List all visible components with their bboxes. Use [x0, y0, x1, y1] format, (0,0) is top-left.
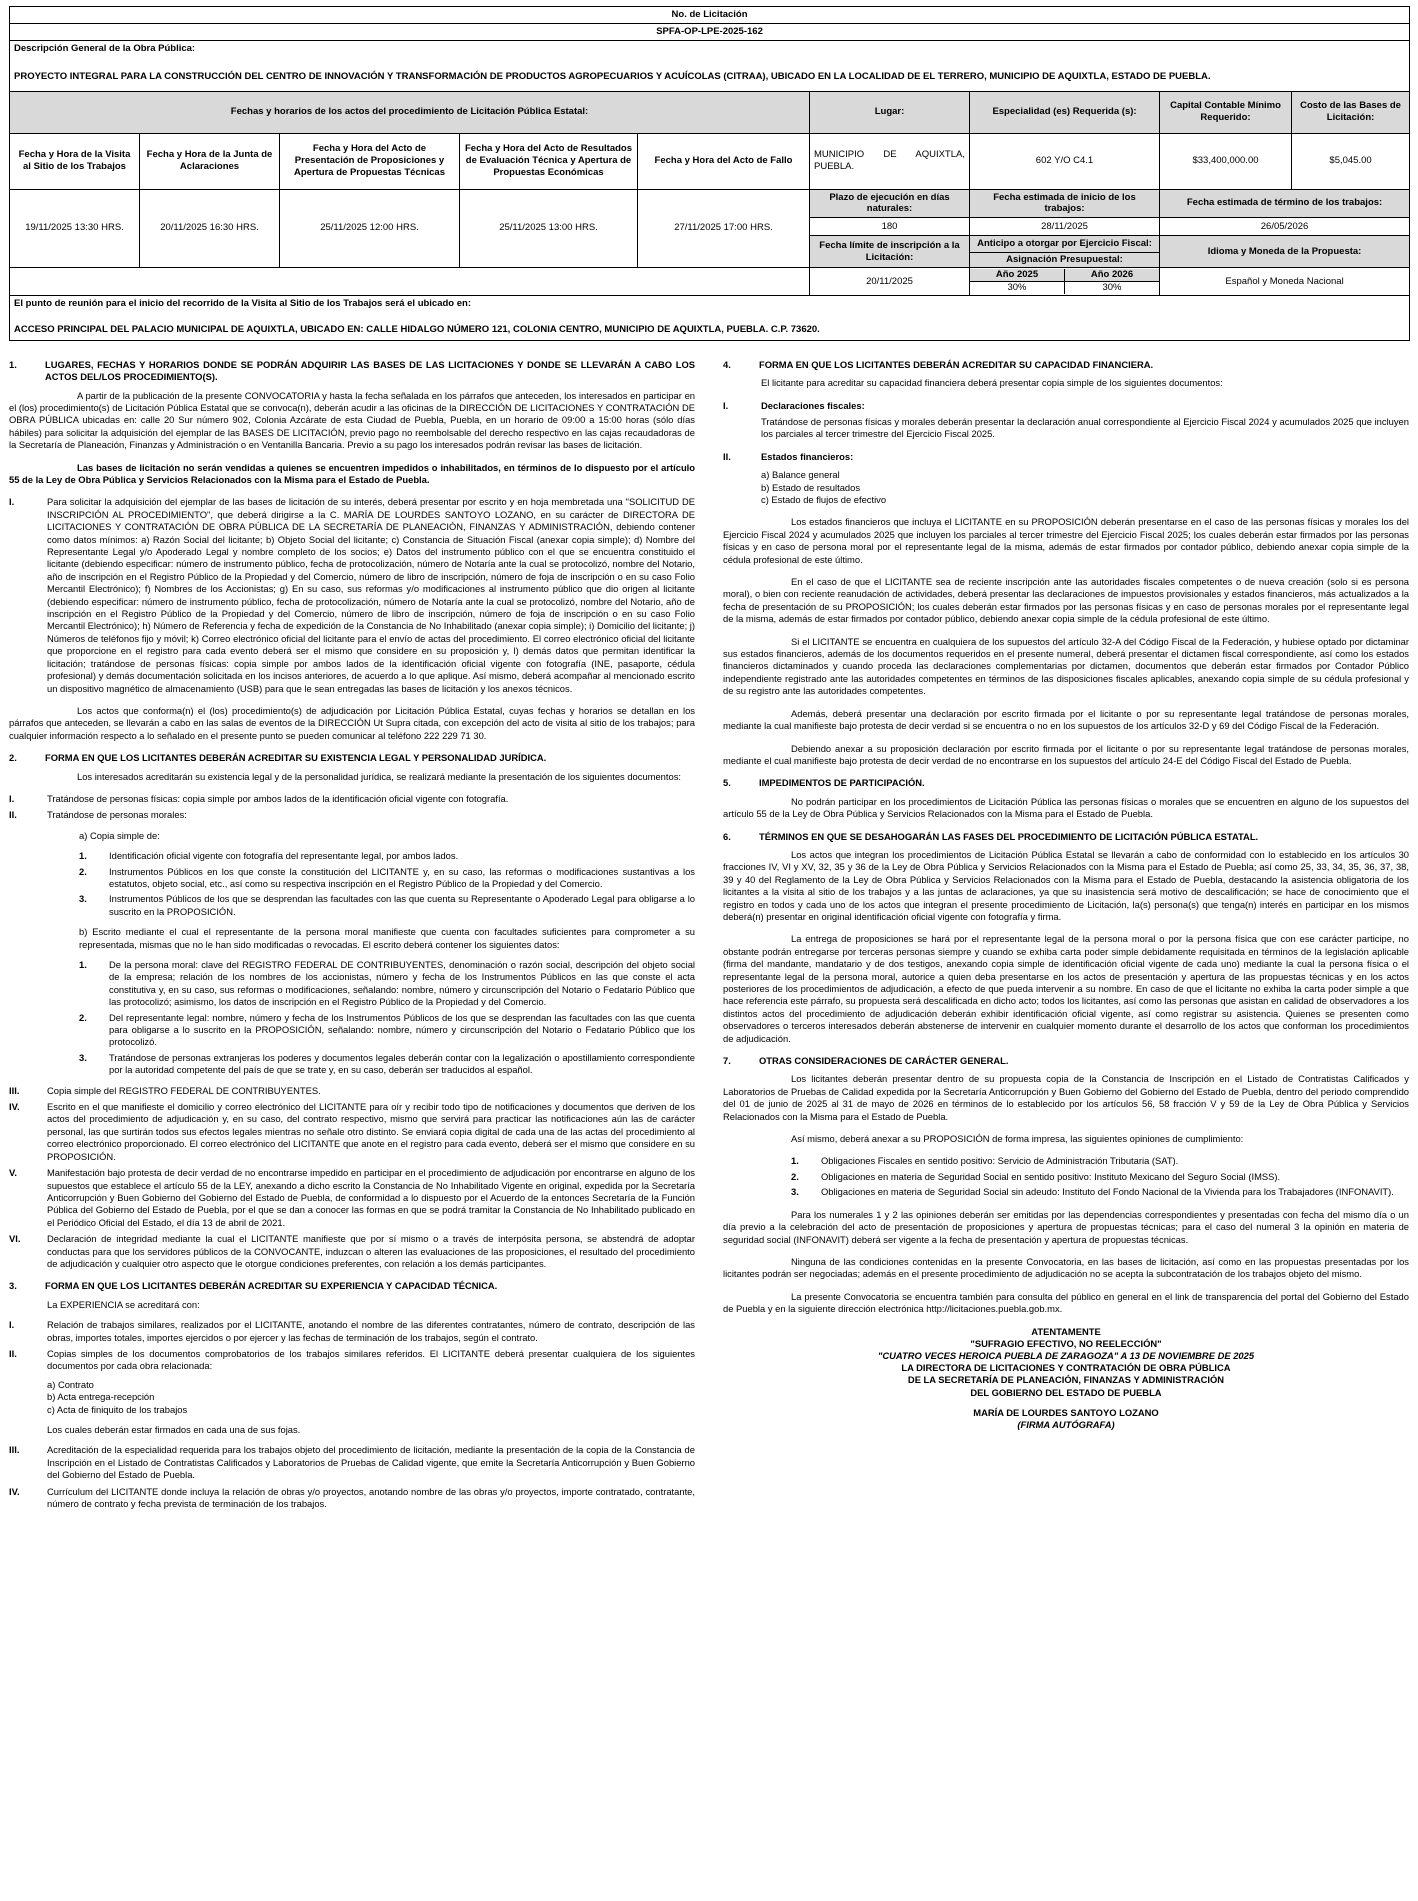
licitacion-table — [9, 6, 1410, 341]
idioma-label: Idioma y Moneda de la Propuesta: — [1160, 236, 1410, 268]
section-5-heading: 5. IMPEDIMENTOS DE PARTICIPACIÓN. — [723, 777, 925, 789]
termino: 26/05/2026 — [1160, 218, 1410, 236]
s4-item-ii: II. Estados financieros: — [723, 450, 854, 462]
s4-c: c) Estado de flujos de efectivo — [761, 494, 887, 505]
reunion-label: El punto de reunión para el inicio del recorrido de la Visita al Sitio de los Trabajos será el ubicado en: — [14, 298, 471, 309]
s2-item-v: V. Manifestación bajo protesta de decir verdad de no encontrarse impedido en participar en el procedimiento de adjudicación por encontrarse en alguno de los supuestos que establece el artículo 55 de la LEY, anexando a dicho escrito la Constancia de No Inhabilitado Vigente en original, expedida por la Secretaría Anticorrupción y Buen Gobierno del Gobierno del Estado de Puebla, de conformidad a lo dispuesto por el Acuerdo de la entonces Secretaría de la Función Pública del Gobierno del Estado de Puebla, por el que se dan a conocer las formas en que se podrá tramitar la Constancia de No Inhabilitado publicado en el Periódico Oficial del Estado, el día 13 de abril de 2021. — [9, 1167, 695, 1228]
s3-item-iv: IV. Currículum del LICITANTE donde incluya la relación de obras y/o proyectos, anotando nombre de las obras y/o proyectos, importe contratado, contratante, número de contrato y fecha prevista de terminación de los trabajos. — [9, 1485, 695, 1510]
costo-label: Costo de las Bases de Licitación: — [1292, 91, 1410, 133]
s3-a: a) Contrato — [47, 1378, 94, 1390]
left-column — [9, 351, 695, 1515]
lugar-label: Lugar: — [810, 91, 970, 133]
s3-c: c) Acta de finiquito de los trabajos — [47, 1403, 188, 1415]
anticipo-label: Anticipo a otorgar por Ejercicio Fiscal: — [970, 236, 1159, 252]
right-column — [723, 351, 1409, 1515]
descripcion: PROYECTO INTEGRAL PARA LA CONSTRUCCIÓN DEL CENTRO DE INNOVACIÓN Y TRANSFORMACIÓN DE PRODUCTOS AGROPECUARIOS Y ACUÍCOLAS (CITRAA), UBICADO EN LA LOCALIDAD DE EL TERRERO, MUNICIPIO DE AQUIXTLA, ESTADO DE PUEBLA. — [14, 70, 1211, 82]
sign-secretaria: DE LA SECRETARÍA DE PLANEACIÓN, FINANZAS Y ADMINISTRACIÓN — [907, 1374, 1225, 1386]
s2-p1: Los interesados acreditarán su existencia legal y de la personalidad jurídica, se realizará mediante la presentación de los siguientes documentos: — [77, 770, 682, 782]
s5-p1: No podrán participar en los procedimientos de Licitación Pública las personas físicas o morales que se encuentren en alguno de los supuestos del artículo 55 de la Ley de Obra Pública y Servicios Relacionados con la Misma para el Estado de Puebla. — [723, 795, 1409, 820]
s7-p3: Para los numerales 1 y 2 las opiniones deberán ser emitidas por las dependencias correspondientes y presentadas con fecha del mismo día o un día previo a la celebración del acto de presentación de proposiciones y apertura de propuestas técnicas; para el caso del numeral 3 la opinión en materia de seguridad social (INFONAVIT) deberá ser vigente a la fecha de presentación y apertura de propuestas técnicas. — [723, 1208, 1409, 1245]
sign-cargo: LA DIRECTORA DE LICITACIONES Y CONTRATACIÓN DE OBRA PÚBLICA — [901, 1362, 1231, 1374]
capital: $33,400,000.00 — [1160, 133, 1292, 189]
s1-p1: A partir de la publicación de la presente CONVOCATORIA y hasta la fecha señalada en los párrafos que anteceden, los interesados en participar en el (los) procedimiento(s) de Licitación Pública Estatal que se convoca(n), deberán acudir a las oficinas de la DIRECCIÓN DE LICITACIONES Y CONTRATACIÓN DE OBRA PÚBLICA ubicadas en: calle 20 Sur número 902, Colonia Azcárate de esta Ciudad de Puebla, Puebla, en un horario de 09:00 a 15:00 horas (sólo días hábiles) para solicitar la adquisición del ejemplar de las BASES DE LICITACIÓN, previo pago no reembolsable del derecho respectivo en las cajas recaudadoras de la Secretaría de Planeación, Finanzas y Administración o en Ventanilla Bancaria. Previo a su pago los interesados podrán revisar las bases de licitación. — [9, 389, 695, 451]
s2-a2: 2. Instrumentos Públicos en los que conste la constitución del LICITANTE y, en su caso, las reformas o modificaciones sustantivas a los estatutos, objeto social, etc., así como su respectiva inscripción en el Registro Público de la Propiedad y del Comercio. — [79, 865, 695, 889]
s4-i-p: Tratándose de personas físicas y morales deberán presentar la declaración anual correspondiente al Ejercicio Fiscal 2024 y acumulados 2025 que incluyen los parciales al tercer trimestre del Ejercicio Fiscal 2025. — [761, 415, 1409, 440]
s7-p4: Ninguna de las condiciones contenidas en la presente Convocatoria, en las bases de licitación, así como en las propuestas presentadas por los licitantes podrán ser negociadas; además en el presente procedimiento de adjudicación no se acepta la subcontratación de los trabajos objeto del mismo. — [723, 1255, 1409, 1280]
s2-a: a) Copia simple de: — [79, 829, 160, 841]
s2-a1: 1. Identificación oficial vigente con fotografía del representante legal, por ambos lados. — [79, 850, 459, 862]
col-junta: Fecha y Hora de la Junta de Aclaraciones — [140, 133, 280, 189]
s4-p1: El licitante para acreditar su capacidad financiera deberá presentar copia simple de los siguientes documentos: — [761, 377, 1223, 389]
s4-p4: Si el LICITANTE se encuentra en cualquiera de los supuestos del artículo 32-A del Código Fiscal de la Federación, y hubiese optado por dictaminar sus estados financieros, además de los documentos requeridos en el presente numeral, deberá presentar el dictamen fiscal correspondiente, así como los estados financieros dictaminados y cuando proceda las declaraciones complementarias por dictamen, documentos que deberán estar firmados por Contador Público independiente registrado ante las autoridades competentes en términos de las disposiciones fiscales aplicables, anexando copia simple de su cédula profesional y de su registro ante las autoridades competentes. — [723, 635, 1409, 697]
limite-label: Fecha límite de inscripción a la Licitación: — [810, 236, 970, 268]
asignacion-label: Asignación Presupuestal: — [970, 252, 1159, 267]
col-visita: Fecha y Hora de la Visita al Sitio de los Trabajos — [10, 133, 140, 189]
junta: 20/11/2025 16:30 HRS. — [140, 189, 280, 268]
s1-item-i: I. Para solicitar la adquisición del ejemplar de las bases de licitación de su interés, deberá presentar por escrito y en hoja membretada una "SOLICITUD DE INSCRIPCIÓN AL PROCEDIMIENTO", que deberá dirigirse a la C. MARÍA DE LOURDES SANTOYO LOZANO, en su carácter de DIRECTORA DE LICITACIONES Y CONTRATACIÓN DE OBRA PÚBLICA DE LA SECRETARÍA DE PLANEACIÓN, FINANZAS Y ADMINISTRACIÓN, debiendo contener como datos mínimos: a) Razón Social del licitante; b) Objeto Social del licitante; c) Constancia de Situación Fiscal (anexar copia simple); d) Nombre del Representante Legal y/o Apoderado Legal y nombre completo de los socios; e) Datos del instrumento público con el que se encuentra constituido el licitante (debiendo especificar: número de instrumento público, fecha de protocolización, número de Notaría ante la cual se protocolizó, nombre del Notario, año de inscripción en el Registro Público de la Propiedad y del Comercio, número de libro de inscripción, número de foja de inscripción o en su caso Folio Mercantil Electrónico); f) Nombres de los Accionistas; g) En su caso, sus reformas y/o modificaciones al instrumento público que dio origen al licitante (debiendo especificar: número de instrumento público, fecha de protocolización, número de Notaría ante la cual se protocolizó, nombre del Notario, año de inscripción en el Registro Público de la Propiedad y del Comercio, número de libro de inscripción, número de foja de inscripción o en su caso Folio Mercantil Electrónico); h) Número de Referencia y fecha de expedición de la Constancia de No Inhabilitado (anexar copia simple); i) Domicilio del licitante; j) Números de teléfonos fijo y móvil; k) Correo electrónico oficial del licitante para el envío de actas del procedimiento. El correo electrónico oficial del licitante que proporcione en el registro para cada evento deberá ser el mismo que considere en su proposición y, l) demás datos que permitan identificar la licitación; tratándose de personas físicas: copia simple por ambos lados de la identificación oficial vigente con fotografía (INE, pasaporte, cédula profesional) y demás documentación solicitada en los incisos anteriores, de acuerdo a lo que aplique. Así mismo, deberá acompañar al mencionado escrito un dispositivo magnético de almacenamiento (USB) para que le sean entregadas las bases de licitación y los anexos técnicos. — [9, 496, 695, 694]
anio-2025: Año 2025 — [970, 269, 1065, 281]
s7-item-1: 1. Obligaciones Fiscales en sentido positivo: Servicio de Administración Tributaria (SAT). — [791, 1155, 1179, 1167]
s6-p2: La entrega de proposiciones se hará por el representante legal de la persona moral o por la persona física que con ese carácter participe, no obstante podrán entregarse por terceras personas siempre y cuando se exhiba carta poder simple debidamente requisitada en términos de la legislación aplicable (firma del mandante, mandatario y de dos testigos, anexando copia simple de identificación oficial vigente de cada uno) mediante la cual la persona física o el representante legal de la persona moral, autorice a quien deba presentarse en los actos de presentación y apertura de las propuestas técnicas y en los actos posteriores de los procedimientos de adjudicación, a efecto de que pueda intervenir a su nombre. En caso de que el licitante no exhiba la carta poder simple a que hace referencia este párrafo, su propuesta será descalificada en dicho acto; todos los licitantes, así como las personas que asistan en calidad de observadores a los distintos actos del procedimiento de adjudicación deberán exhibir identificación oficial vigente, así como registrar su asistencia. Quienes se presenten como observadores o terceros interesados deberán abstenerse de intervenir en cualquier momento durante el desarrollo de los actos que conforman los procedimientos de adjudicación. — [723, 933, 1409, 1044]
s2-b3: 3. Tratándose de personas extranjeras los poderes y documentos legales deberán contar con la legalización o apostillamiento correspondiente por la autoridad competente del país de que se trate y, en su caso, deberán ser traducidos al español. — [79, 1051, 695, 1076]
s2-b: b) Escrito mediante el cual el representante de la persona moral manifieste que cuenta con facultades suficientes para comprometer a su representada, mismas que no le han sido modificadas o revocadas. El escrito deberá contener los siguientes datos: — [79, 926, 695, 950]
s3-p1: La EXPERIENCIA se acreditará con: — [47, 1298, 200, 1310]
especialidad-label: Especialidad (es) Requerida (s): — [970, 91, 1160, 133]
descripcion-label: Descripción General de la Obra Pública: — [10, 40, 1409, 61]
sign-atentamente: ATENTAMENTE — [1031, 1325, 1101, 1337]
col-fallo: Fecha y Hora del Acto de Fallo — [638, 133, 810, 189]
limite: 20/11/2025 — [810, 268, 970, 296]
s3-p2: Los cuales deberán estar firmados en cada una de sus fojas. — [47, 1424, 301, 1435]
col-presentacion: Fecha y Hora del Acto de Presentación de Proposiciones y Apertura de Propuestas Técnicas — [280, 133, 460, 189]
sign-sufragio: "SUFRAGIO EFECTIVO, NO REELECCIÓN" — [970, 1337, 1162, 1349]
sign-firma: (FIRMA AUTÓGRAFA) — [1017, 1419, 1115, 1431]
especialidad: 602 Y/O C4.1 — [970, 133, 1160, 189]
s7-p5: La presente Convocatoria se encuentra también para consulta del público en general en el link de transparencia del portal del Gobierno del Estado de Puebla y en la siguiente dirección electrónica http://licitaciones.puebla.gob.mx. — [723, 1290, 1409, 1315]
visita: 19/11/2025 13:30 HRS. — [10, 189, 140, 268]
sign-gobierno: DEL GOBIERNO DEL ESTADO DE PUEBLA — [970, 1386, 1162, 1398]
s2-item-i: I. Tratándose de personas físicas: copia simple por ambos lados de la identificación oficial vigente con fotografía. — [9, 792, 509, 804]
s7-p1: Los licitantes deberán presentar dentro de su propuesta copia de la Constancia de Inscripción en el Listado de Contratistas Calificados y Laboratorios de Pruebas de Calidad expedida por la Secretaría Anticorrupción y Buen Gobierno del Gobierno del Estado de Puebla, dentro del periodo comprendido del 01 de junio de 2025 al 31 de mayo de 2026 en términos de lo establecido por los artículos 56, 58 fracción V y 59 de la Ley de Obra Pública y Servicios Relacionados con la Misma para el Estado de Puebla. — [723, 1073, 1409, 1122]
s2-item-iv: IV. Escrito en el que manifieste el domicilio y correo electrónico del LICITANTE para oír y recibir todo tipo de notificaciones y documentos que deriven de los actos del procedimiento de adjudicación y, en su caso, del contrato respectivo, mismo que servirá para practicar las notificaciones aún las de carácter personal, las que surtirán todos sus efectos legales mientras no señale otro distinto. Se enviará copia digital de cada una de las actas del procedimiento al correo electrónico proporcionado. El correo electrónico del LICITANTE que anote en el registro para cada evento, deberá ser el mismo que considere en su PROPOSICIÓN. — [9, 1101, 695, 1162]
s4-a: a) Balance general — [761, 469, 840, 481]
s2-a3: 3. Instrumentos Públicos de los que se desprendan las facultades con las que cuenta su Representante o Apoderado Legal para obligarse a lo suscrito en la PROPOSICIÓN. — [79, 893, 695, 917]
inicio-label: Fecha estimada de inicio de los trabajos: — [970, 189, 1160, 218]
s2-item-iii: III. Copia simple del REGISTRO FEDERAL DE CONTRIBUYENTES. — [9, 1084, 321, 1096]
presentacion: 25/11/2025 12:00 HRS. — [280, 189, 460, 268]
s2-b1: 1. De la persona moral: clave del REGISTRO FEDERAL DE CONTRIBUYENTES, denominación o razón social, descripción del objeto social de la empresa; relación de los nombres de los accionistas, número y fecha de los Instrumentos Públicos en las que conste el acta constitutiva y, en su caso, sus reformas o modificaciones, señalando: nombre, número y circunscripción del Notario o Fedatario Público que las protocolizó; asimismo, los datos de inscripción en el Registro Público de la Propiedad y del Comercio. — [79, 959, 695, 1008]
section-7-heading: 7. OTRAS CONSIDERACIONES DE CARÁCTER GENERAL. — [723, 1055, 1009, 1067]
idioma: Español y Moneda Nacional — [1160, 268, 1410, 296]
section-6-heading: 6. TÉRMINOS EN QUE SE DESAHOGARÁN LAS FASES DEL PROCEDIMIENTO DE LICITACIÓN PÚBLICA ESTATAL. — [723, 830, 1259, 842]
s2-item-ii: II. Tratándose de personas morales: — [9, 809, 187, 821]
no-licitacion: SPFA-OP-LPE-2025-162 — [656, 25, 763, 37]
lugar: MUNICIPIO DE AQUIXTLA, PUEBLA. — [810, 133, 970, 189]
section-2-heading: 2. FORMA EN QUE LOS LICITANTES DEBERÁN ACREDITAR SU EXISTENCIA LEGAL Y PERSONALIDAD JURÍDICA. — [9, 752, 547, 764]
signature-block — [723, 1326, 1409, 1432]
resultados: 25/11/2025 13:00 HRS. — [460, 189, 638, 268]
section-4-heading: 4. FORMA EN QUE LOS LICITANTES DEBERÁN ACREDITAR SU CAPACIDAD FINANCIERA. — [723, 358, 1154, 370]
no-licitacion-label: No. de Licitación — [10, 7, 1410, 24]
body-columns — [9, 351, 1409, 1515]
s7-p2: Así mismo, deberá anexar a su PROPOSICIÓN de forma impresa, las siguientes opiniones de cumplimiento: — [791, 1133, 1244, 1145]
inicio: 28/11/2025 — [970, 218, 1160, 236]
s2-b2: 2. Del representante legal: nombre, número y fecha de los Instrumentos Públicos de los que se desprendan las facultades con las que cuenta para obligarse a lo suscrito en la PROPOSICIÓN, señalando: nombre, número y circunscripción del Notario o Fedatario Público que los protocolizó. — [79, 1011, 695, 1048]
s2-item-vi: VI. Declaración de integridad mediante la cual el LICITANTE manifieste que por sí mismo o a través de interpósita persona, se abstendrá de adoptar conductas para que los servidores públicos de la CONVOCANTE, induzcan o alteren las evaluaciones de las proposiciones, el resultado del procedimiento de adjudicación y cualquier otro aspecto que le otorgue condiciones preferentes, con relación a los demás participantes. — [9, 1233, 695, 1269]
s4-p5: Además, deberá presentar una declaración por escrito firmada por el licitante o por su representante legal tratándose de personas morales, mediante la cual manifieste bajo protesta de decir verdad si se encuentra o no en los supuestos de los artículos 32-D y 69 del Código Fiscal de la Federación. — [723, 707, 1409, 732]
s7-item-3: 3. Obligaciones en materia de Seguridad Social sin adeudo: Instituto del Fondo Nacional de la Vivienda para los Trabajadores (INFONAVIT). — [791, 1186, 1394, 1198]
s3-item-ii: II. Copias simples de los documentos comprobatorios de los trabajos similares referidos. El LICITANTE deberá presentar cualquiera de los siguientes documentos por cada obra relacionada: — [9, 1347, 695, 1372]
sign-nombre: MARÍA DE LOURDES SANTOYO LOZANO — [973, 1406, 1159, 1418]
plazo-label: Plazo de ejecución en días naturales: — [810, 189, 970, 218]
s3-item-iii: III. Acreditación de la especialidad requerida para los trabajos objeto del procedimiento de licitación, mediante la presentación de la copia de la Constancia de Inscripción en el Listado de Contratistas Calificados y Laboratorios de Pruebas de Calidad vigente, que emite la Secretaría Anticorrupción y Buen Gobierno del Gobierno del Estado de Puebla. — [9, 1444, 695, 1481]
document-page — [9, 0, 1409, 1514]
col-resultados: Fecha y Hora del Acto de Resultados de Evaluación Técnica y Apertura de Propuestas Económicas — [460, 133, 638, 189]
pct-2025: 30% — [970, 282, 1065, 294]
s1-p2: Las bases de licitación no serán vendidas a quienes se encuentren impedidos o inhabilitados, en términos de lo dispuesto por el artículo 55 de la Ley de Obra Pública y Servicios Relacionados con la Misma para el Estado de Puebla. — [9, 461, 695, 485]
capital-label: Capital Contable Mínimo Requerido: — [1160, 91, 1292, 133]
s1-p3: Los actos que conforma(n) el (los) procedimiento(s) de adjudicación por Licitación Pública Estatal, cuyas fechas y horarios se detallan en los párrafos que anteceden, se llevarán a cabo en las salas de eventos de la DIRECCIÓN Ut Supra citada, con excepción del acto de visita al sitio de los trabajos; para cualquier información respecto a lo señalado en el presente punto se pueden comunicar al teléfono 222 229 71 30. — [9, 704, 695, 741]
s4-p6: Debiendo anexar a su proposición declaración por escrito firmada por el licitante o por su representante legal tratándose de personas morales, mediante el cual manifieste bajo protesta de decir verdad de no encontrarse en los supuestos del artículo 24-E del Código Fiscal del Estado de Puebla. — [723, 742, 1409, 766]
fechas-label: Fechas y horarios de los actos del procedimiento de Licitación Pública Estatal: — [10, 91, 810, 133]
section-1-heading: 1. LUGARES, FECHAS Y HORARIOS DONDE SE PODRÁN ADQUIRIR LAS BASES DE LAS LICITACIONES Y DONDE SE LLEVARÁN A CABO LOS ACTOS DEL/LOS PROCEDIMIENTO(S). — [9, 358, 695, 383]
s4-b: b) Estado de resultados — [761, 481, 861, 493]
s6-p1: Los actos que integran los procedimientos de Licitación Pública Estatal se llevarán a cabo de conformidad con lo establecido en los artículos 30 fracciones IV, VI y XV, 32, 35 y 36 de la Ley de Obra Pública y Servicios Relacionados con la Misma para el Estado de Puebla; así como 25, 33, 34, 35, 36, 37, 38, 39 y 40 del Reglamento de la Ley de Obra Pública y Servicios Relacionados con la Misma para el Estado de Puebla, destacando la asistencia obligatoria de los licitantes a la visita al sitio de los trabajos y a las juntas de aclaraciones, ya que su inasistencia será motivo de descalificación; se hace de conocimiento que el registro en todos y cada uno de los actos que integran el presente procedimiento de Licitación, la(s) persona(s) que tenga(n) interés en participar en los mismos deberá(n) presentar en original identificación oficial vigente con fotografía y firma. — [723, 848, 1409, 922]
s3-b: b) Acta entrega-recepción — [47, 1391, 155, 1403]
s3-item-i: I. Relación de trabajos similares, realizados por el LICITANTE, anotando el nombre de las diferentes contratantes, número de contrato, descripción de las obras, importes totales, importes ejercidos o por ejercer y las fechas de terminación de los trabajos, según el contrato. — [9, 1319, 695, 1343]
s4-p3: En el caso de que el LICITANTE sea de reciente inscripción ante las autoridades fiscales competentes o de nueva creación (solo si es persona moral), o bien con reciente reanudación de actividades, deberá presentar las declaraciones de impuestos provisionales y estados financieros, más actualizados a la fecha de presentación de su PROPOSICIÓN; los cuales deberán estar firmados por las personas físicas y en caso de personas morales por el representante legal de la misma, además de estar firmados por contador público, debiendo anexar copia simple de la cédula profesional de este último. — [723, 576, 1409, 625]
reunion: ACCESO PRINCIPAL DEL PALACIO MUNICIPAL DE AQUIXTLA, UBICADO EN: CALLE HIDALGO NÚMERO 121, COLONIA CENTRO, MUNICIPIO DE AQUIXTLA, PUEBLA. C.P. 73620. — [14, 323, 820, 335]
costo: $5,045.00 — [1292, 133, 1410, 189]
pct-2026: 30% — [1102, 282, 1122, 293]
s4-item-i: I. Declaraciones fiscales: — [723, 399, 865, 411]
section-3-heading: 3. FORMA EN QUE LOS LICITANTES DEBERÁN ACREDITAR SU EXPERIENCIA Y CAPACIDAD TÉCNICA. — [9, 1280, 498, 1292]
s4-p2: Los estados financieros que incluya el LICITANTE en su PROPOSICIÓN deberán presentarse en el caso de las personas físicas y morales los del Ejercicio Fiscal 2024 y acumulados 2025 que incluyen los parciales al tercer trimestre del Ejercicio Fiscal 2025; los cuales deberán estar firmados por las personas físicas y en caso de persona moral por el representante legal de la misma, además de estar firmados por contador público, debiendo anexar copia simple de la cédula profesional de este último. — [723, 516, 1409, 565]
sign-lugar-fecha: "CUATRO VECES HEROICA PUEBLA DE ZARAGOZA" A 13 DE NOVIEMBRE DE 2025 — [877, 1349, 1255, 1361]
anio-2026: Año 2026 — [1065, 269, 1159, 281]
fallo: 27/11/2025 17:00 HRS. — [638, 189, 810, 268]
s7-item-2: 2. Obligaciones en materia de Seguridad Social en sentido positivo: Instituto Mexicano del Seguro Social (IMSS). — [791, 1170, 1281, 1182]
plazo: 180 — [810, 218, 970, 236]
termino-label: Fecha estimada de término de los trabajos: — [1160, 189, 1410, 218]
